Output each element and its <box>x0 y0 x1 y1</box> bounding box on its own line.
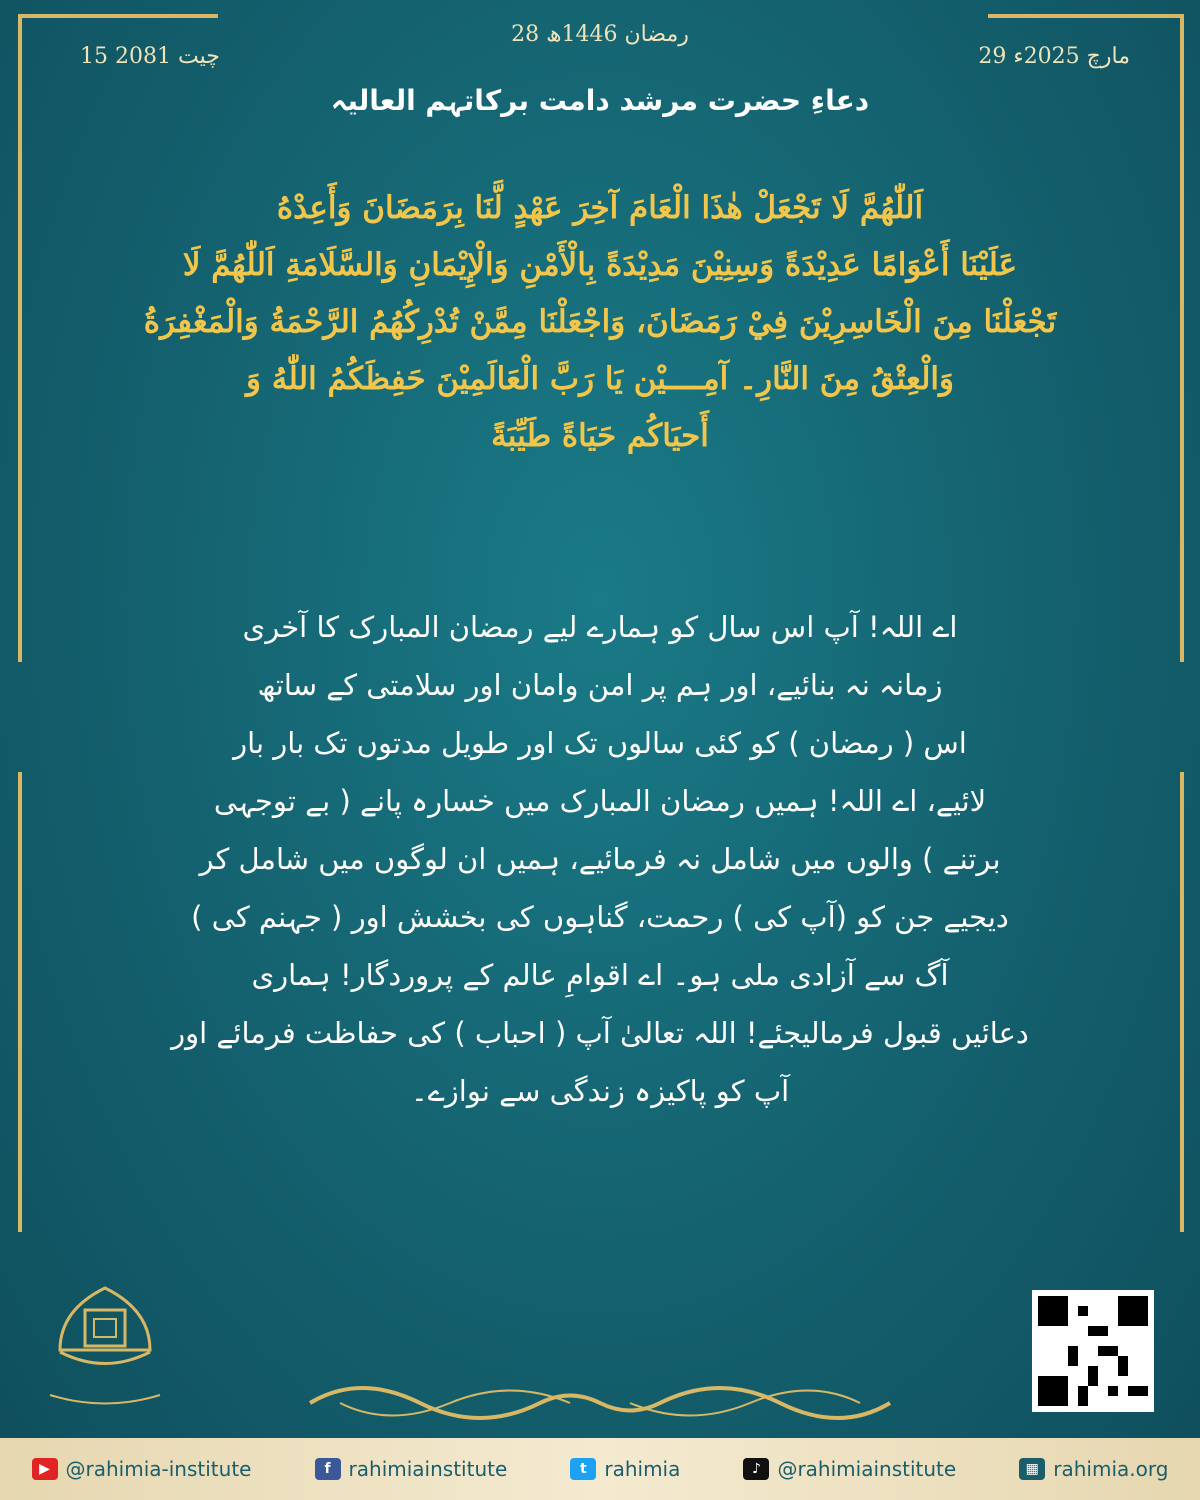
website-url: rahimia.org <box>1053 1457 1169 1481</box>
arabic-dua <box>70 180 1130 465</box>
page-title: دعاءِ حضرت مرشد دامت برکاتہم العالیہ <box>330 84 870 117</box>
urdu-line: دیجیے جن کو (آپ کی ) رحمت، گناہوں کی بخشش اور ( جہنم کی ) <box>191 900 1009 934</box>
frame-top-right <box>988 14 1184 18</box>
urdu-line: اے اللہ! آپ اس سال کو ہمارے لیے رمضان المبارک کا آخری <box>242 610 958 644</box>
twitter-icon: t <box>570 1458 596 1480</box>
youtube-icon: ▶ <box>32 1458 58 1480</box>
facebook-handle: rahimiainstitute <box>348 1457 508 1481</box>
facebook-link[interactable] <box>315 1457 508 1481</box>
arabic-line: عَلَيْنَا أَعْوَامًا عَدِيْدَةً وَسِنِيْنَ مَدِيْدَةً بِالْأَمْنِ وَالْإِيْمَانِ وَالسَّلَامَةِ اَللّٰهُمَّ لَا <box>182 247 1018 283</box>
urdu-line: لائیے، اے اللہ! ہمیں رمضان المبارک میں خسارہ پانے ( بے توجہی <box>213 784 987 818</box>
website-link[interactable] <box>1019 1457 1168 1481</box>
twitter-link[interactable] <box>570 1457 680 1481</box>
urdu-line: زمانہ نہ بنائیے، اور ہم پر امن وامان اور سلامتی کے ساتھ <box>257 668 943 702</box>
globe-icon: ▦ <box>1019 1458 1045 1480</box>
qr-pattern <box>1038 1296 1148 1406</box>
gregorian-date: 29 مارچ 2025ء <box>978 44 1130 69</box>
facebook-icon: f <box>315 1458 341 1480</box>
youtube-link[interactable] <box>32 1457 252 1481</box>
decorative-ornament <box>300 1368 900 1438</box>
arabic-line: تَجْعَلْنَا مِنَ الْخَاسِرِيْنَ فِيْ رَمَضَانَ، وَاجْعَلْنَا مِمَّنْ تُدْرِكُهُمُ الرَّحْمَةُ وَالْمَغْفِرَةُ <box>143 304 1057 340</box>
urdu-line: آگ سے آزادی ملی ہو۔ اے اقوامِ عالم کے پروردگار! ہماری <box>251 958 949 992</box>
urdu-line: آپ کو پاکیزہ زندگی سے نوازے۔ <box>410 1074 790 1108</box>
twitter-handle: rahimia <box>604 1457 681 1481</box>
frame-right-lower <box>1180 772 1184 1232</box>
arabic-line: أَحيَاكُم حَيَاةً طَيِّبَةً <box>491 418 709 454</box>
arabic-line: اَللّٰهُمَّ لَا تَجْعَلْ هٰذَا الْعَامَ آخِرَ عَهْدٍ لَّنَا بِرَمَضَانَ وَأَعِدْهُ <box>276 190 924 226</box>
rahimia-logo <box>40 1280 170 1430</box>
footer-bar <box>0 1438 1200 1500</box>
qr-code[interactable] <box>1032 1290 1154 1412</box>
tiktok-link[interactable] <box>743 1457 956 1481</box>
urdu-translation <box>150 598 1050 1120</box>
frame-left-lower <box>18 772 22 1232</box>
bikrami-date: 15 چیت 2081 <box>80 44 220 69</box>
urdu-line: برتنے ) والوں میں شامل نہ فرمائیے، ہمیں ان لوگوں میں شامل کر <box>199 842 1001 876</box>
urdu-line: دعائیں قبول فرمالیجئے! اللہ تعالیٰ آپ ( احباب ) کی حفاظت فرمائے اور <box>171 1016 1029 1050</box>
tiktok-handle: @rahimiainstitute <box>777 1457 957 1481</box>
frame-top-left <box>18 14 218 18</box>
arabic-line: وَالْعِتْقُ مِنَ النَّارِ۔ آمِــــيْن يَا رَبَّ الْعَالَمِيْنَ حَفِظَكُمُ اللّٰهُ وَ <box>246 361 954 397</box>
urdu-line: اس ( رمضان ) کو کئی سالوں تک اور طویل مدتوں تک بار بار <box>233 726 967 760</box>
hijri-date: 28 رمضان 1446ھ <box>511 22 689 47</box>
tiktok-icon: ♪ <box>743 1458 769 1480</box>
youtube-handle: @rahimia-institute <box>65 1457 252 1481</box>
